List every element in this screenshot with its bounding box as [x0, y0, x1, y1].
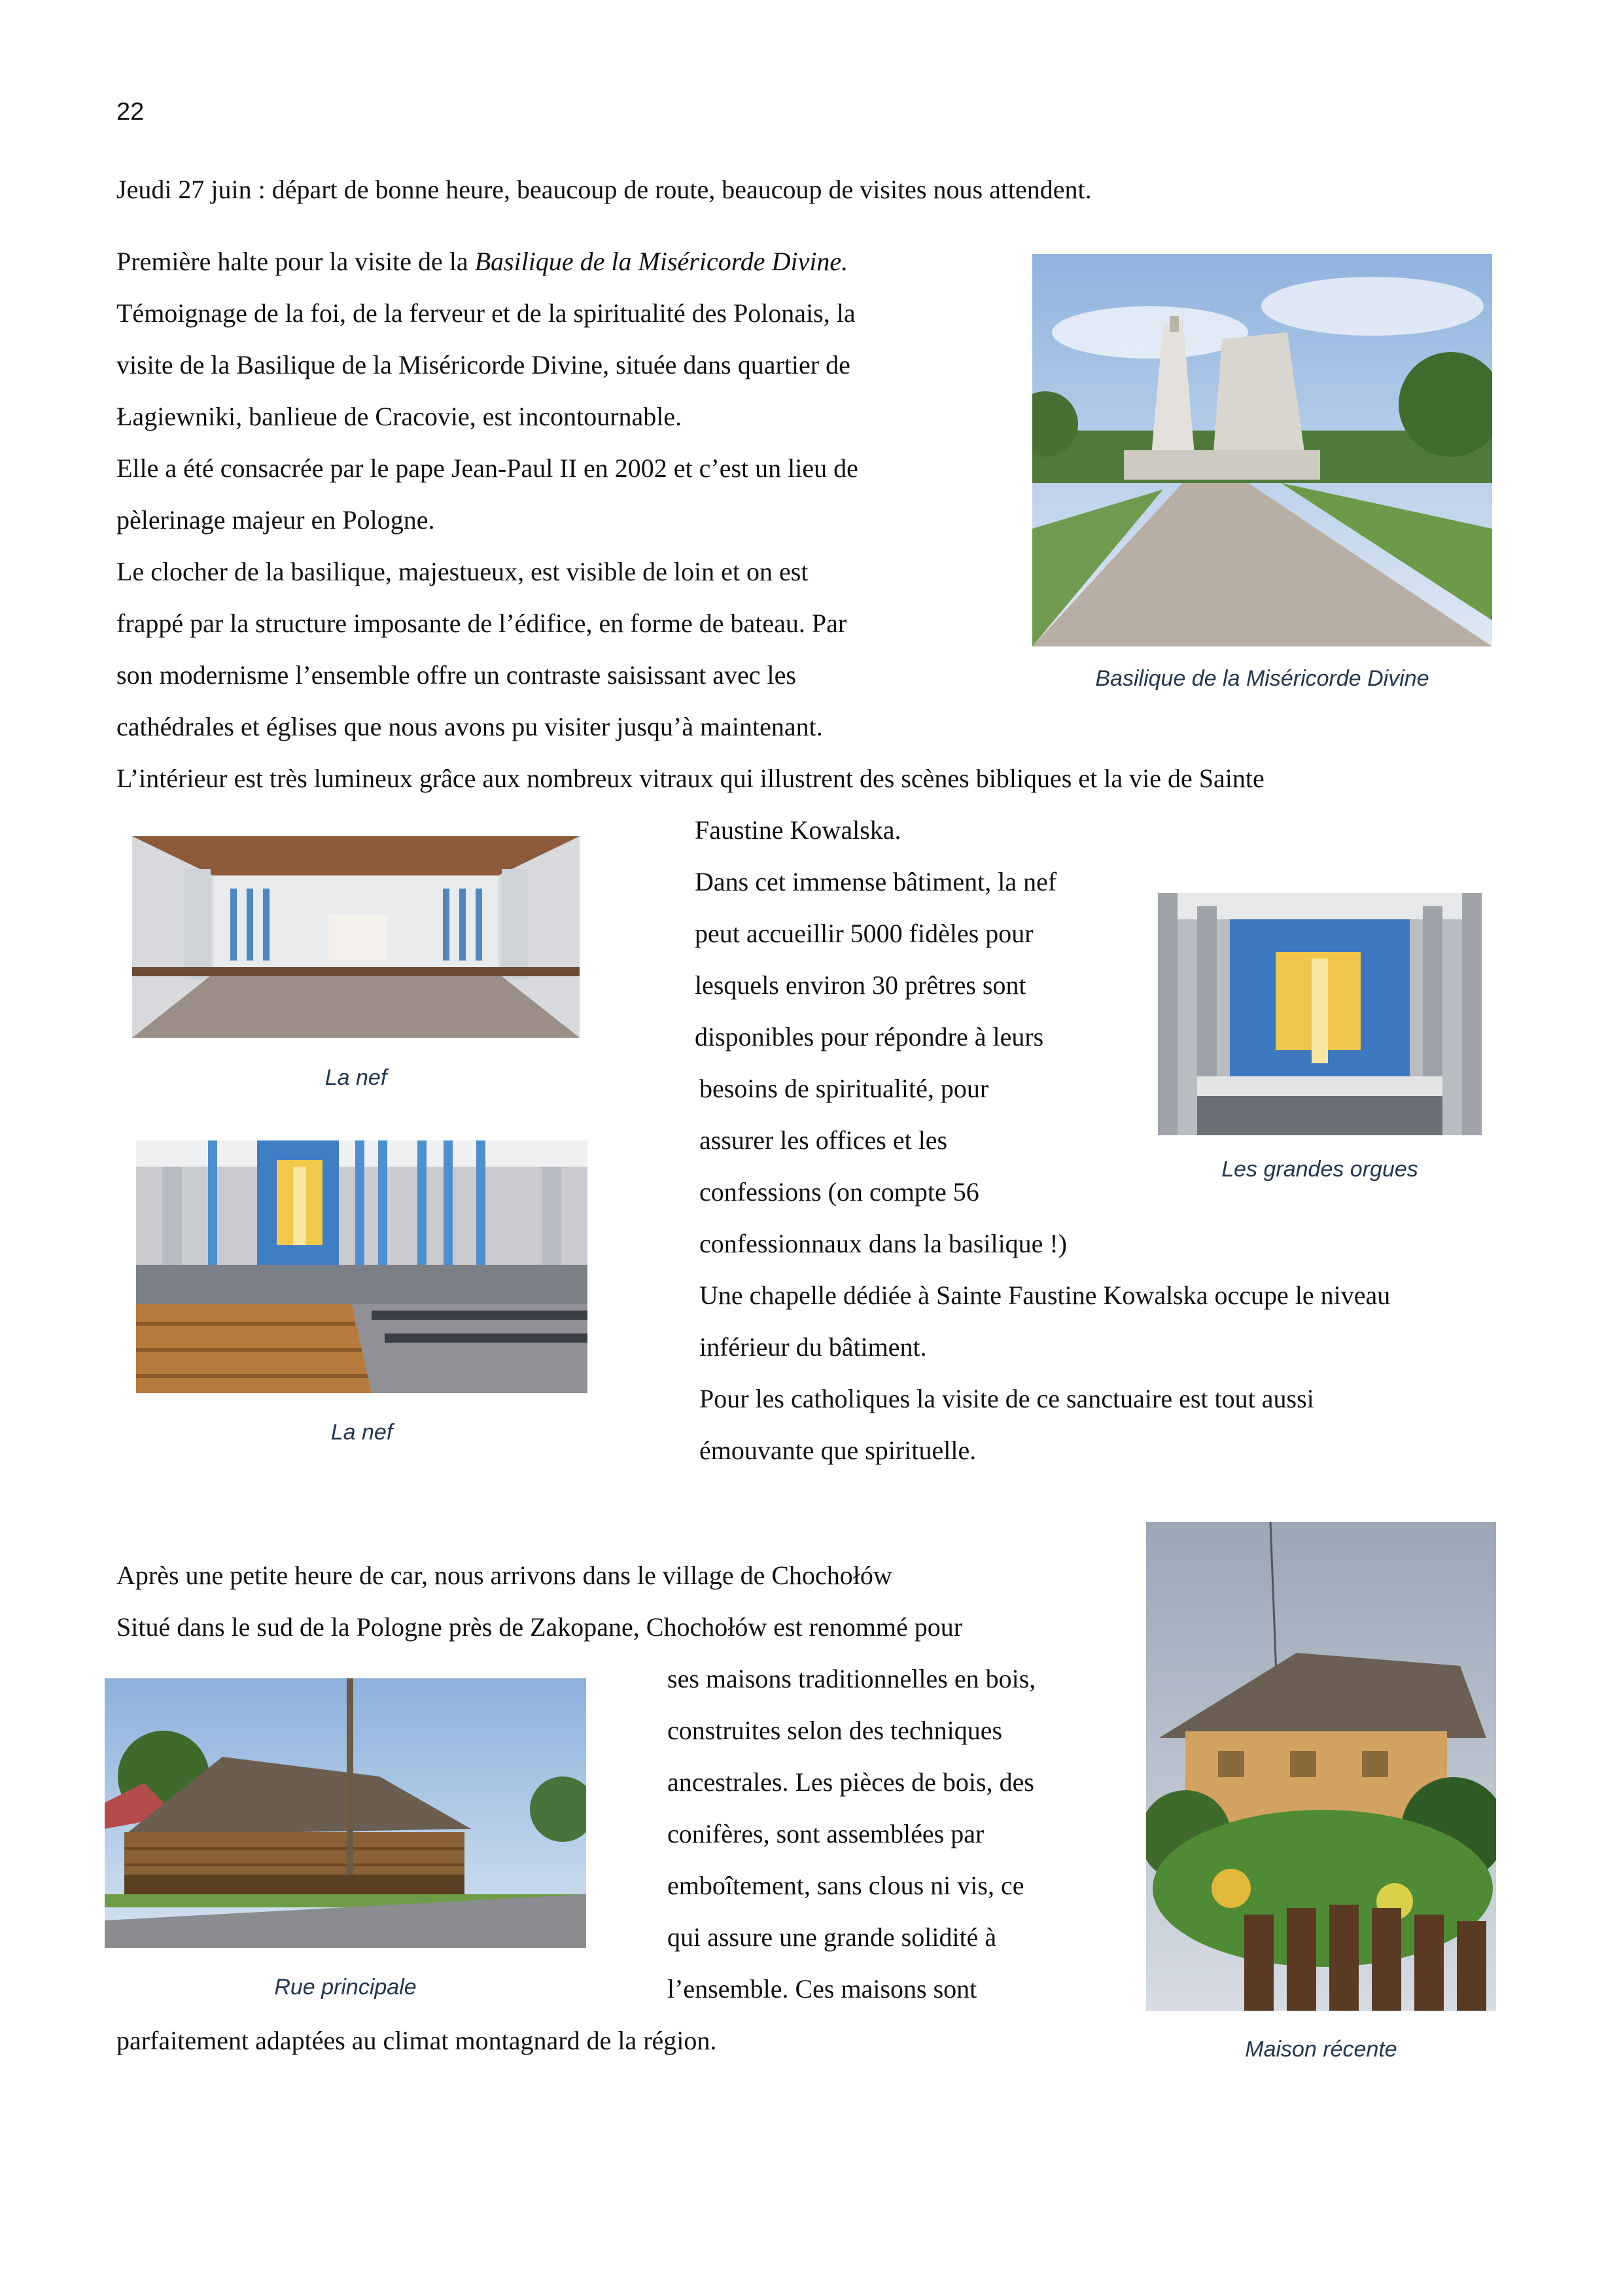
- nave-caption-2: La nef: [330, 1420, 393, 1445]
- village-line: ancestrales. Les pièces de bois, des: [667, 1767, 1034, 1797]
- village-line: Après une petite heure de car, nous arrivons dans le village de Chochołów: [116, 1561, 892, 1590]
- page-number: 22: [116, 98, 145, 126]
- organ-photo: [1158, 893, 1482, 1135]
- nave-line: confessionnaux dans la basilique !): [699, 1229, 1068, 1258]
- nave-line: Dans cet immense bâtiment, la nef: [695, 867, 1057, 896]
- interior-line: Faustine Kowalska.: [695, 815, 901, 845]
- basilica-line: visite de la Basilique de la Miséricorde Divine, située dans quartier de: [116, 350, 850, 380]
- house-caption: Maison récente: [1245, 2037, 1397, 2062]
- street-photo: [105, 1678, 586, 1948]
- nave-line: inférieur du bâtiment.: [699, 1332, 927, 1362]
- basilica-line: pèlerinage majeur en Pologne.: [116, 505, 435, 535]
- village-line: Situé dans le sud de la Pologne près de Zakopane, Chochołów est renommé pour: [116, 1612, 963, 1642]
- village-line: qui assure une grande solidité à: [667, 1922, 997, 1952]
- nave-line: assurer les offices et les: [699, 1125, 948, 1155]
- nave-line: peut accueillir 5000 fidèles pour: [695, 919, 1034, 948]
- basilica-first-line: [116, 236, 848, 287]
- basilica-caption: Basilique de la Miséricorde Divine: [1095, 666, 1429, 691]
- village-line: emboîtement, sans clous ni vis, ce: [667, 1871, 1024, 1900]
- basilica-line: cathédrales et églises que nous avons pu visiter jusqu’à maintenant.: [116, 712, 823, 741]
- intro-paragraph: Jeudi 27 juin : départ de bonne heure, beaucoup de route, beaucoup de visites nous attendent.: [116, 175, 1092, 204]
- house-photo: [1146, 1522, 1496, 2011]
- nave-line: disponibles pour répondre à leurs: [695, 1022, 1044, 1051]
- interior-line: L’intérieur est très lumineux grâce aux nombreux vitraux qui illustrent des scènes bibliques et la vie de Sainte: [116, 764, 1265, 793]
- nave-caption-1: La nef: [324, 1065, 387, 1090]
- basilica-first-line-prefix: Première halte pour la visite de la: [116, 247, 475, 276]
- basilica-line: Témoignage de la foi, de la ferveur et de la spiritualité des Polonais, la: [116, 298, 856, 328]
- village-line: parfaitement adaptées au climat montagnard de la région.: [116, 2026, 717, 2055]
- basilica-line: son modernisme l’ensemble offre un contraste saisissant avec les: [116, 660, 796, 690]
- basilica-line: Łagiewniki, banlieue de Cracovie, est incontournable.: [116, 402, 682, 431]
- village-line: ses maisons traditionnelles en bois,: [667, 1664, 1036, 1693]
- nave-line: lesquels environ 30 prêtres sont: [695, 970, 1026, 1000]
- village-line: construites selon des techniques: [667, 1716, 1003, 1745]
- nave-photo-1: [132, 836, 580, 1038]
- basilica-photo: [1032, 254, 1492, 646]
- basilica-line: frappé par la structure imposante de l’édifice, en forme de bateau. Par: [116, 609, 847, 638]
- nave-line: Une chapelle dédiée à Sainte Faustine Kowalska occupe le niveau: [699, 1280, 1391, 1310]
- organ-caption: Les grandes orgues: [1221, 1157, 1418, 1182]
- basilica-title-italic: Basilique de la Miséricorde Divine.: [474, 247, 848, 276]
- street-caption: Rue principale: [274, 1975, 417, 2000]
- nave-line: besoins de spiritualité, pour: [699, 1074, 989, 1103]
- nave-photo-2: [136, 1140, 587, 1393]
- basilica-line: Le clocher de la basilique, majestueux, est visible de loin et on est: [116, 557, 809, 586]
- village-line: conifères, sont assemblées par: [667, 1819, 985, 1848]
- village-line: l’ensemble. Ces maisons sont: [667, 1974, 977, 2004]
- nave-line: émouvante que spirituelle.: [699, 1436, 977, 1465]
- basilica-line: Elle a été consacrée par le pape Jean-Paul II en 2002 et c’est un lieu de: [116, 453, 858, 483]
- nave-line: confessions (on compte 56: [699, 1177, 979, 1207]
- nave-line: Pour les catholiques la visite de ce sanctuaire est tout aussi: [699, 1384, 1314, 1413]
